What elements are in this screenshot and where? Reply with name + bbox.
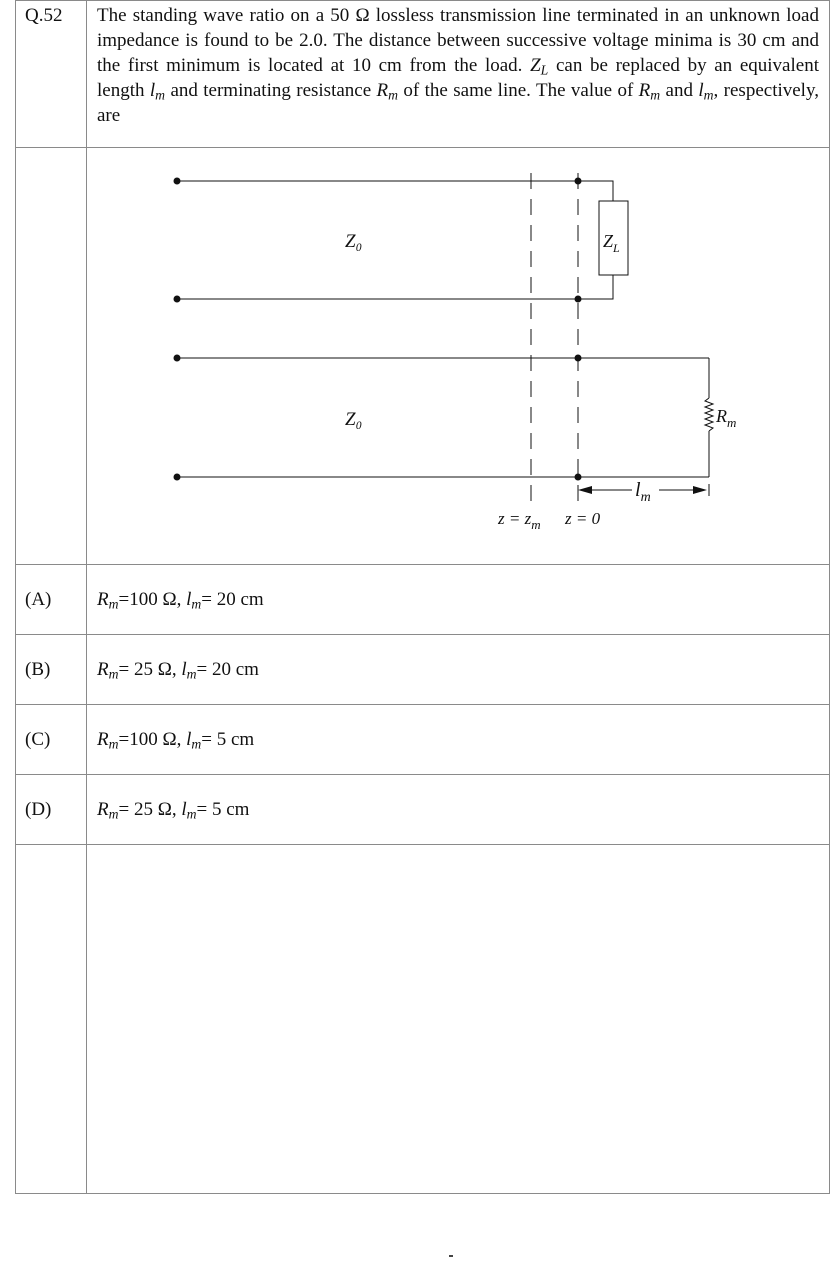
resistor-rm — [705, 398, 713, 431]
transmission-line-diagram — [87, 148, 830, 559]
upper-z0-label: Z₀ — [345, 231, 363, 252]
position-z-0-label: z = 0 — [565, 509, 601, 528]
junction-dot — [575, 178, 582, 185]
position-z-m-label: $z = z_m$ — [498, 509, 541, 532]
blank-number-cell — [16, 845, 87, 1194]
stem-math-symbol: R — [376, 80, 389, 101]
load-top-wire — [578, 181, 613, 201]
stem-text-segment: and terminating resistance — [165, 80, 377, 101]
option-b-label: (B) — [25, 658, 51, 680]
option-a-label: (A) — [25, 588, 52, 610]
resistor-rm-label: $R_m$ — [716, 406, 737, 430]
stem-text-segment: of the same line. The value of — [398, 80, 639, 101]
blank-work-area — [87, 845, 830, 1194]
stem-math-subscript: m — [155, 87, 166, 103]
stem-math-symbol: l — [149, 80, 156, 101]
stem-text-segment: , respectively, are — [97, 80, 819, 126]
stem-text-segment: The standing wave ratio on a 50 Ω lossless transmission line terminated in an unknown load impedance is found to be 2.0. The distance between successive voltage minima is 30 cm and the first minimum is located at 10 cm from the load. — [97, 5, 819, 76]
load-bottom-wire — [578, 275, 613, 299]
junction-dot — [575, 296, 582, 303]
question-number-cell — [16, 1, 87, 148]
stem-math-subscript: m — [703, 87, 714, 103]
stem-math-symbol: Z — [530, 55, 541, 76]
option-b-row[interactable] — [16, 635, 830, 705]
option-c-text: $R_m=100$ Ω, $l_m= 5$ cm — [97, 728, 255, 751]
junction-dot — [575, 474, 582, 481]
terminal-dot — [174, 355, 181, 362]
terminal-dot — [174, 296, 181, 303]
stem-math-symbol: l — [698, 80, 704, 101]
option-c-label: (C) — [25, 728, 51, 750]
question-table — [15, 0, 830, 1194]
option-a-text: $R_m=100$ Ω, $l_m= 20$ cm — [97, 588, 264, 611]
junction-dot — [575, 355, 582, 362]
option-d-label: (D) — [25, 798, 52, 820]
arrowhead-left — [578, 486, 592, 494]
option-b-text: $R_m= 25$ Ω, $l_m= 20$ cm — [97, 658, 259, 681]
option-c-row[interactable] — [16, 705, 830, 775]
option-d-row[interactable] — [16, 775, 830, 845]
stem-text-segment: and — [660, 80, 699, 101]
option-a-row[interactable] — [16, 565, 830, 635]
stem-math-subscript: L — [540, 62, 549, 78]
option-d-text: $R_m= 25$ Ω, $l_m= 5$ cm — [97, 798, 250, 821]
figure-cell — [87, 148, 830, 565]
question-number: Q.52 — [25, 5, 63, 26]
question-stem — [87, 1, 829, 147]
terminal-dot — [174, 474, 181, 481]
stem-math-subscript: m — [650, 87, 661, 103]
question-stem-cell — [87, 1, 830, 148]
lower-z0-label: Z₀ — [345, 409, 363, 430]
load-zl-label: $Z_L$ — [603, 231, 620, 255]
figure-number-cell — [16, 148, 87, 565]
stem-math-subscript: m — [388, 87, 399, 103]
stem-text-segment: can be replaced by an equivalent length — [97, 55, 819, 101]
arrowhead-right — [693, 486, 707, 494]
stem-math-symbol: R — [638, 80, 651, 101]
length-lm-label: $l_m$ — [635, 479, 651, 505]
terminal-dot — [174, 178, 181, 185]
page-mark — [449, 1255, 453, 1257]
